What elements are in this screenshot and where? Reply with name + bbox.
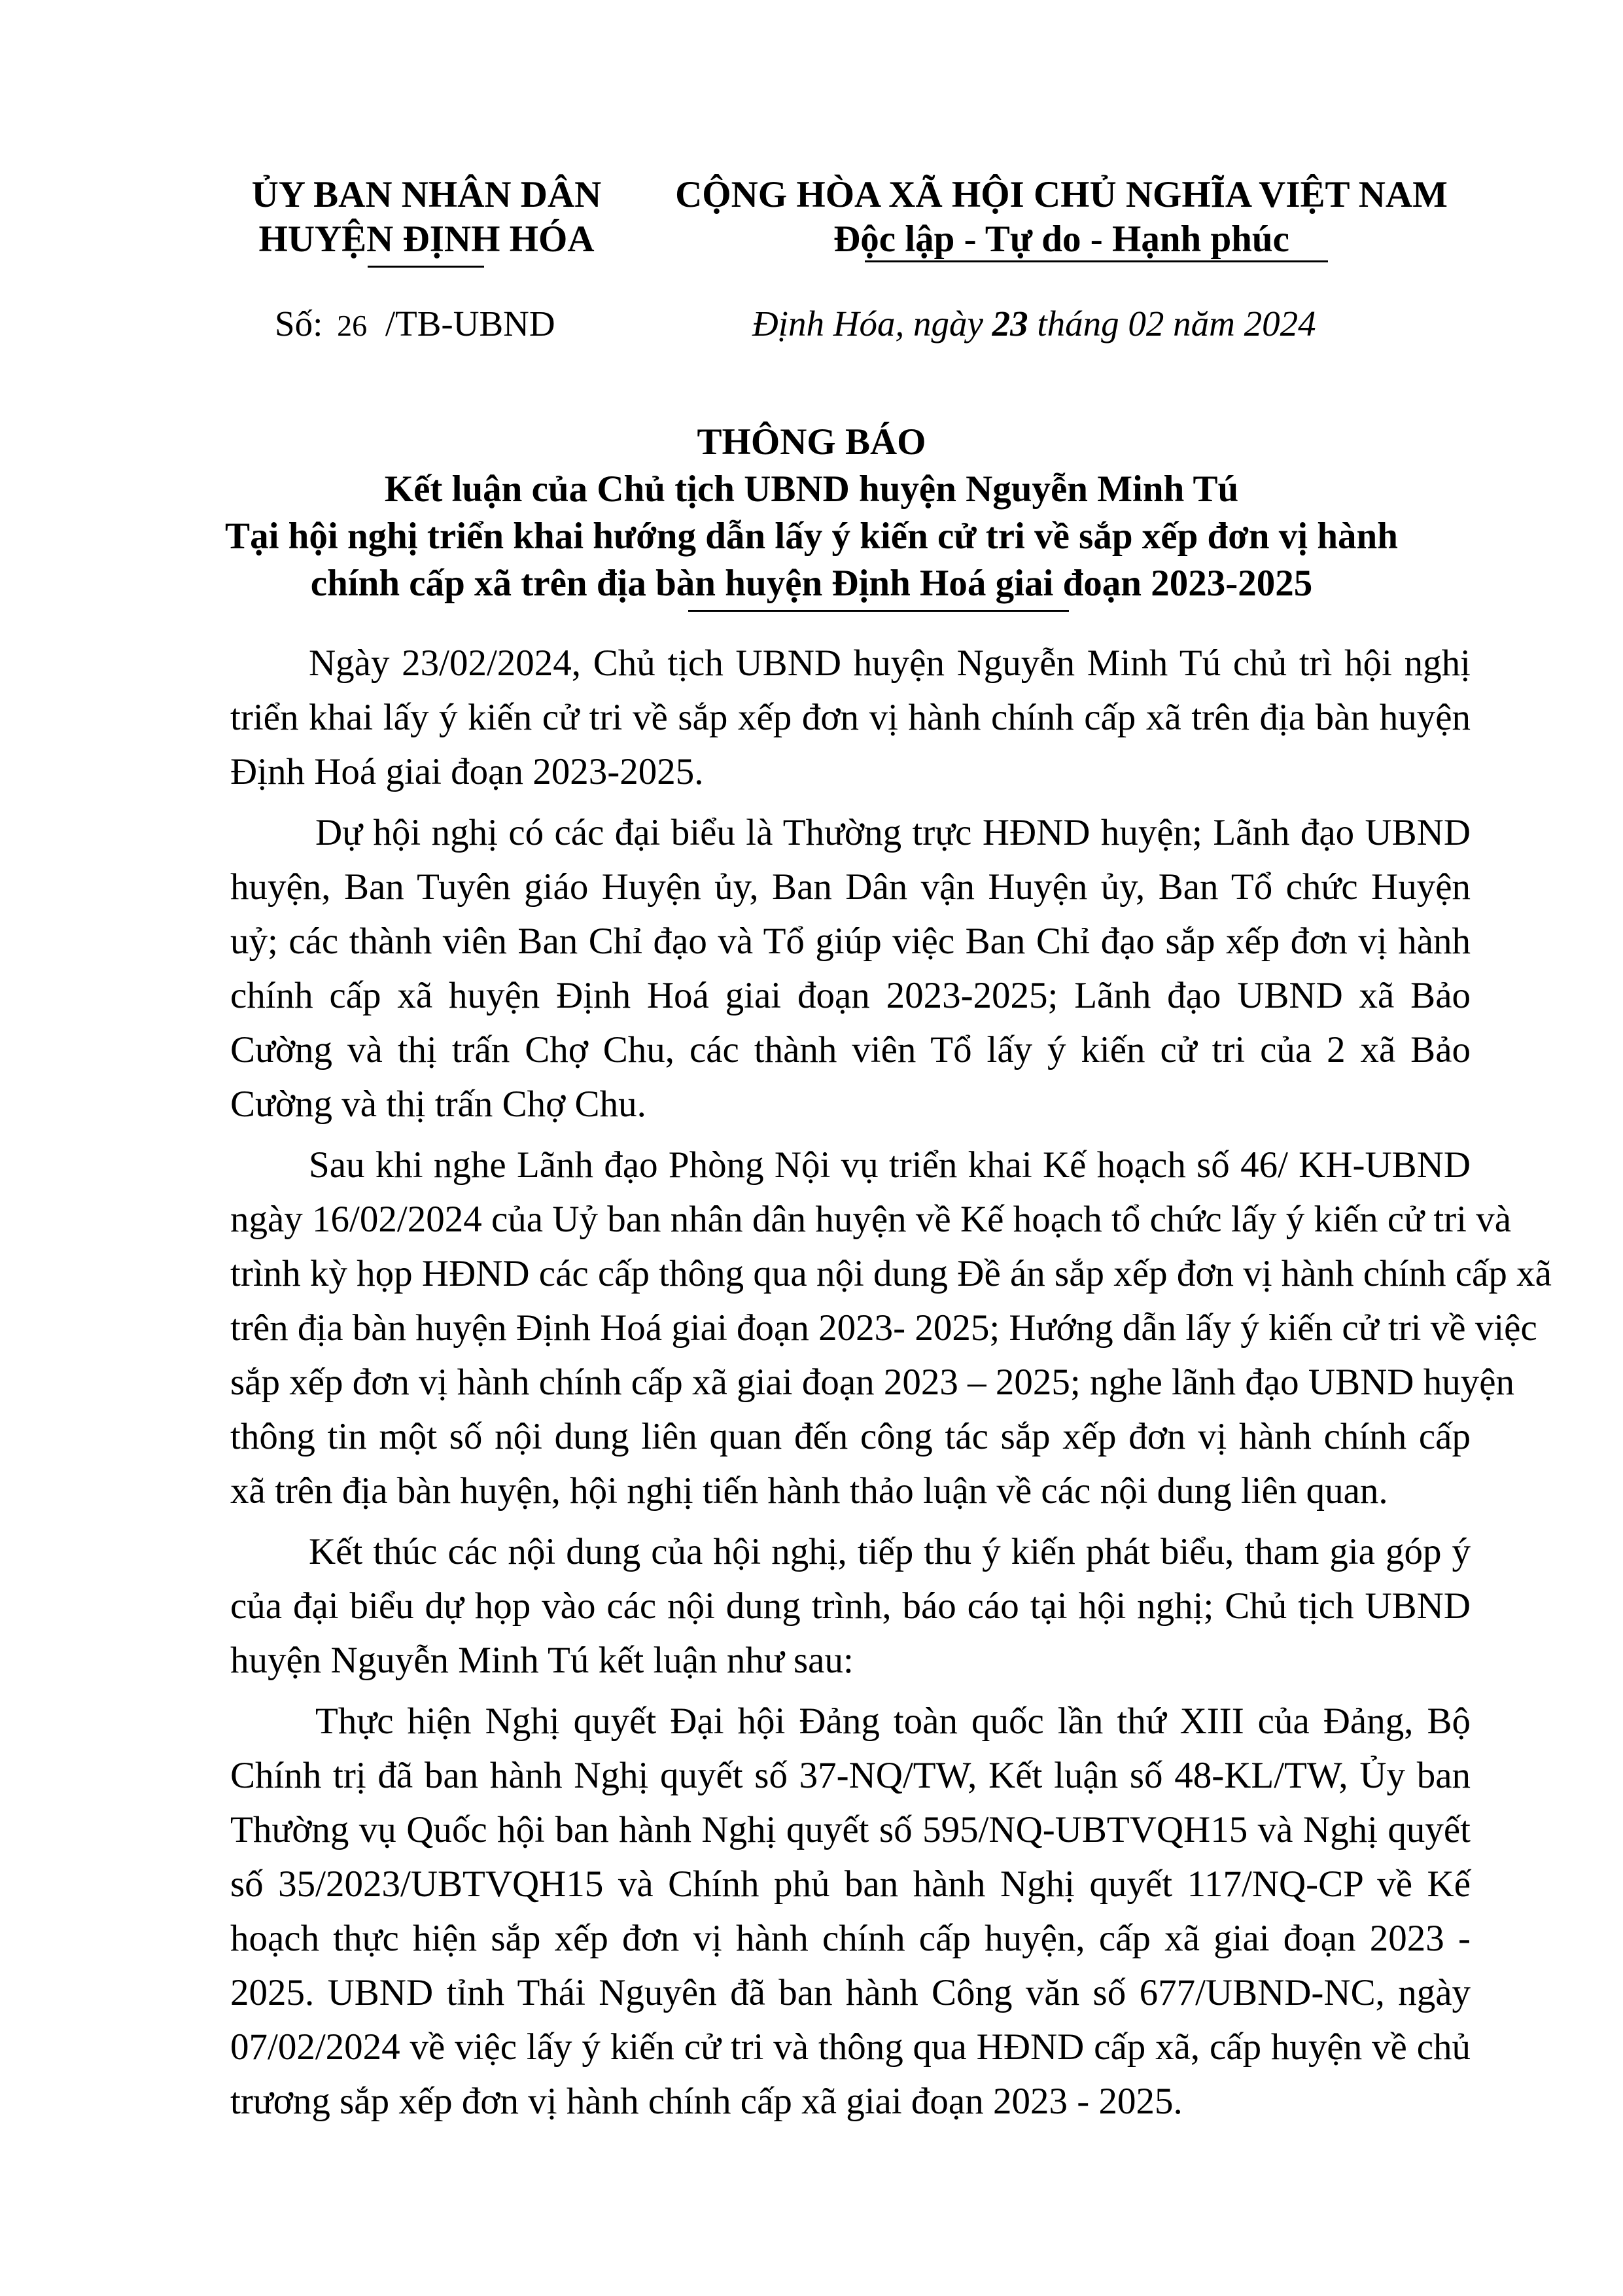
body-line: trương sắp xếp đơn vị hành chính cấp xã giai đoạn 2023 - 2025.	[230, 2081, 1183, 2122]
body-line: sắp xếp đơn vị hành chính cấp xã giai đoạn 2023 – 2025; nghe lãnh đạo UBND huyện	[230, 1362, 1514, 1403]
body-line: Kết thúc các nội dung của hội nghị, tiếp thu ý kiến phát biểu, tham gia góp ý	[309, 1531, 1471, 1572]
document-subtitle-2: Tại hội nghị triển khai hướng dẫn lấy ý kiến cử tri về sắp xếp đơn vị hành	[225, 516, 1398, 557]
body-line: Thực hiện Nghị quyết Đại hội Đảng toàn quốc lần thứ XIII của Đảng, Bộ	[315, 1701, 1471, 1742]
document-subtitle-3: chính cấp xã trên địa bàn huyện Định Hoá giai đoạn 2023-2025	[310, 563, 1313, 604]
document-date	[752, 301, 1316, 347]
motto-underline	[865, 260, 1328, 262]
body-line: Ngày 23/02/2024, Chủ tịch UBND huyện Nguyễn Minh Tú chủ trì hội nghị	[309, 643, 1471, 684]
body-line: thông tin một số nội dung liên quan đến công tác sắp xếp đơn vị hành chính cấp	[230, 1416, 1471, 1457]
body-line: 2025. UBND tỉnh Thái Nguyên đã ban hành Công văn số 677/UBND-NC, ngày	[230, 1972, 1471, 2013]
agency-name-line2: HUYỆN ĐỊNH HÓA	[258, 219, 595, 260]
body-line: trình kỳ họp HĐND các cấp thông qua nội dung Đề án sắp xếp đơn vị hành chính cấp xã	[230, 1253, 1552, 1294]
document-number	[275, 301, 555, 349]
body-line: số 35/2023/UBTVQH15 và Chính phủ ban hành Nghị quyết 117/NQ-CP về Kế	[230, 1863, 1471, 1905]
doc-number-value: 26	[337, 309, 368, 342]
agency-name-line1: ỦY BAN NHÂN DÂN	[251, 174, 602, 215]
body-line: 07/02/2024 về việc lấy ý kiến cử tri và thông qua HĐND cấp xã, cấp huyện về chủ	[230, 2026, 1471, 2068]
body-line: uỷ; các thành viên Ban Chỉ đạo và Tổ giúp việc Ban Chỉ đạo sắp xếp đơn vị hành	[230, 921, 1471, 962]
body-line: Chính trị đã ban hành Nghị quyết số 37-NQ/TW, Kết luận số 48-KL/TW, Ủy ban	[230, 1755, 1471, 1796]
body-line: huyện Nguyễn Minh Tú kết luận như sau:	[230, 1640, 854, 1681]
date-prefix: Định Hóa, ngày	[752, 304, 983, 344]
agency-underline	[368, 266, 484, 268]
title-underline	[688, 610, 1069, 612]
body-line: xã trên địa bàn huyện, hội nghị tiến hành thảo luận về các nội dung liên quan.	[230, 1470, 1388, 1511]
body-line: trên địa bàn huyện Định Hoá giai đoạn 2023- 2025; Hướng dẫn lấy ý kiến cử tri về việc	[230, 1307, 1537, 1349]
body-line: Cường và thị trấn Chợ Chu, các thành viên Tổ lấy ý kiến cử tri của 2 xã Bảo	[230, 1029, 1471, 1070]
document-subtitle-1: Kết luận của Chủ tịch UBND huyện Nguyễn Minh Tú	[384, 468, 1239, 510]
nation-motto: Độc lập - Tự do - Hạnh phúc	[833, 219, 1289, 260]
body-line: huyện, Ban Tuyên giáo Huyện ủy, Ban Dân vận Huyện ủy, Ban Tổ chức Huyện	[230, 866, 1471, 908]
body-line: hoạch thực hiện sắp xếp đơn vị hành chính cấp huyện, cấp xã giai đoạn 2023 -	[230, 1918, 1471, 1959]
doc-number-prefix: Số:	[275, 304, 323, 344]
body-line: của đại biểu dự họp vào các nội dung trình, báo cáo tại hội nghị; Chủ tịch UBND	[230, 1585, 1471, 1627]
date-day: 23	[992, 304, 1028, 344]
document-title: THÔNG BÁO	[697, 421, 926, 463]
body-line: Dự hội nghị có các đại biểu là Thường trực HĐND huyện; Lãnh đạo UBND	[315, 812, 1471, 853]
body-line: chính cấp xã huyện Định Hoá giai đoạn 2023-2025; Lãnh đạo UBND xã Bảo	[230, 975, 1471, 1016]
doc-number-suffix: /TB-UBND	[385, 304, 555, 344]
body-line: triển khai lấy ý kiến cử tri về sắp xếp đơn vị hành chính cấp xã trên địa bàn huyện	[230, 697, 1471, 738]
body-line: Sau khi nghe Lãnh đạo Phòng Nội vụ triển khai Kế hoạch số 46/ KH-UBND	[309, 1144, 1471, 1186]
body-line: ngày 16/02/2024 của Uỷ ban nhân dân huyện về Kế hoạch tổ chức lấy ý kiến cử tri và	[230, 1199, 1512, 1240]
body-line: Cường và thị trấn Chợ Chu.	[230, 1084, 646, 1125]
body-line: Thường vụ Quốc hội ban hành Nghị quyết số 595/NQ-UBTVQH15 và Nghị quyết	[230, 1809, 1471, 1850]
date-month-year: tháng 02 năm 2024	[1037, 304, 1316, 344]
body-line: Định Hoá giai đoạn 2023-2025.	[230, 751, 704, 792]
nation-name-line1: CỘNG HÒA XÃ HỘI CHỦ NGHĨA VIỆT NAM	[675, 174, 1448, 215]
